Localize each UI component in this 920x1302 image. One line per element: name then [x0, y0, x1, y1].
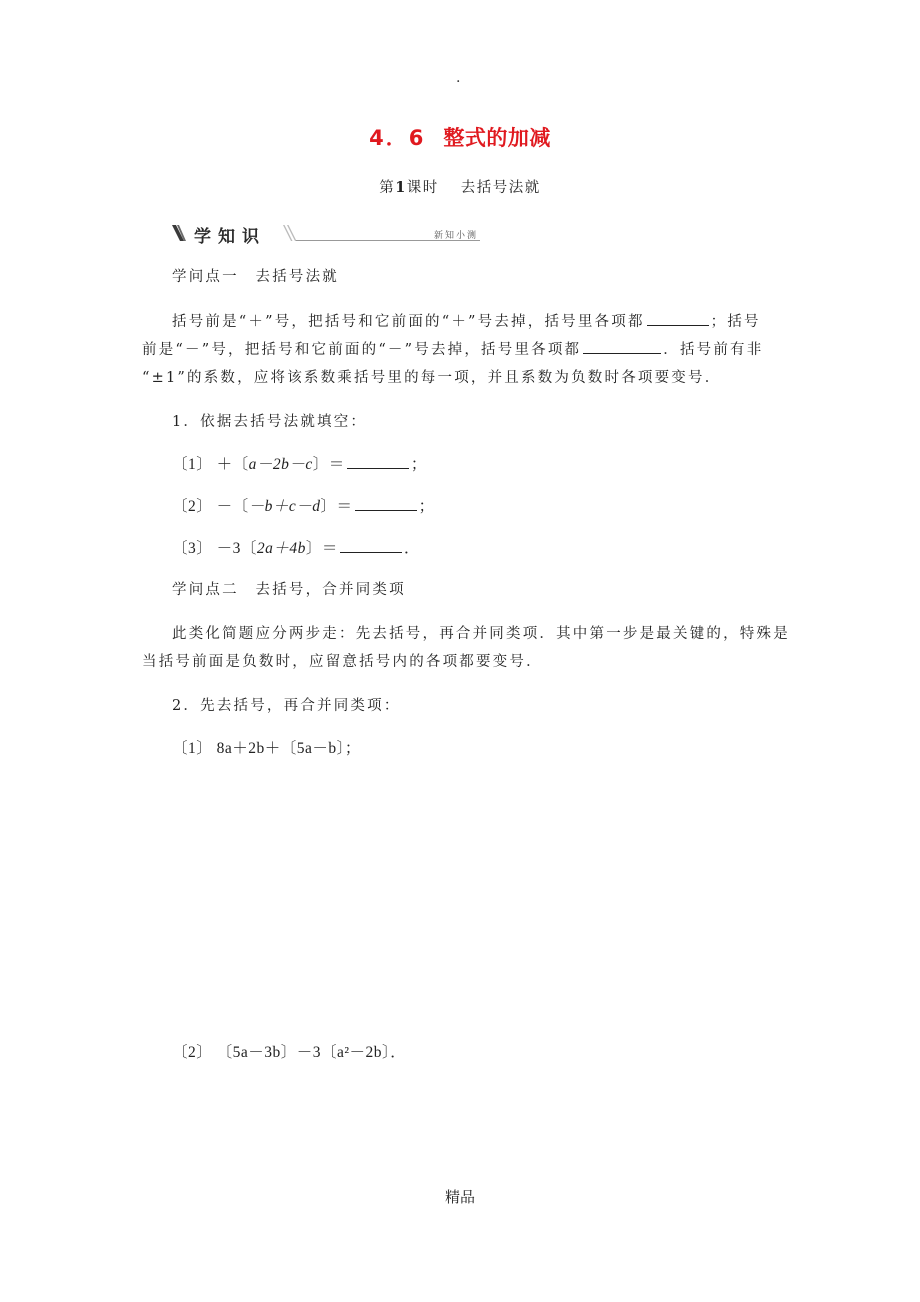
exercise-1-item-3: 〔3〕 －3〔2a＋4b〕＝ ．	[172, 540, 420, 557]
fill-blank[interactable]	[347, 454, 409, 469]
exercise-1-prompt: 1．依据去括号法就填空：	[172, 414, 368, 430]
kp1-paragraph-line-1: 括号前是“＋”号，把括号和它前面的“＋”号去掉，括号里各项都 ；括号	[172, 310, 761, 331]
fill-blank[interactable]	[355, 496, 417, 511]
knowledge-point-2-heading: 学问点二 去括号，合并同类项	[172, 582, 406, 598]
title-number: 4．6	[369, 126, 426, 150]
kp1-paragraph-line-3: “±1”的系数，应将该系数乘括号里的每一项，并且系数为负数时各项要变号．	[142, 370, 722, 386]
title-text: 整式的加减	[443, 126, 551, 150]
top-mark: .	[456, 70, 461, 86]
kp2-paragraph-line-1: 此类化简题应分两步走：先去括号，再合并同类项．其中第一步是最关键的，特殊是	[172, 626, 790, 642]
exercise-2-item-2: 〔2〕 〔5a－3b〕－3〔a²－2b〕．	[172, 1044, 407, 1061]
fill-blank[interactable]	[583, 339, 661, 354]
fill-blank[interactable]	[340, 538, 402, 553]
kp2-paragraph-line-2: 当括号前面是负数时，应留意括号内的各项都要变号．	[142, 654, 543, 670]
lesson-topic: 去括号法就	[460, 180, 541, 196]
lesson-subtitle	[0, 176, 920, 197]
exercise-1-item-2: 〔2〕 －〔－b＋c－d〕＝ ；	[172, 498, 435, 515]
banner-title: 学知识	[194, 227, 266, 247]
kp1-paragraph-line-2: 前是“－”号，把括号和它前面的“－”号去掉，括号里各项都 ．括号前有非	[142, 338, 763, 359]
page-title	[0, 122, 920, 152]
exercise-2-item-1: 〔1〕 8a＋2b＋〔5a－b〕；	[172, 740, 361, 757]
banner-tag: 新知小测	[433, 231, 478, 241]
section-banner	[170, 222, 480, 247]
knowledge-point-1-heading: 学问点一 去括号法就	[172, 269, 339, 285]
exercise-1-item-1: 〔1〕 ＋〔a－2b－c〕＝ ；	[172, 456, 427, 473]
lesson-number: 第1课时	[379, 179, 439, 196]
banner-slash-dark-icon	[172, 225, 186, 241]
footer-label: 精品	[444, 1188, 475, 1206]
banner-slash-light-icon	[283, 225, 297, 241]
exercise-2-prompt: 2．先去括号，再合并同类项：	[172, 698, 401, 714]
fill-blank[interactable]	[647, 311, 709, 326]
